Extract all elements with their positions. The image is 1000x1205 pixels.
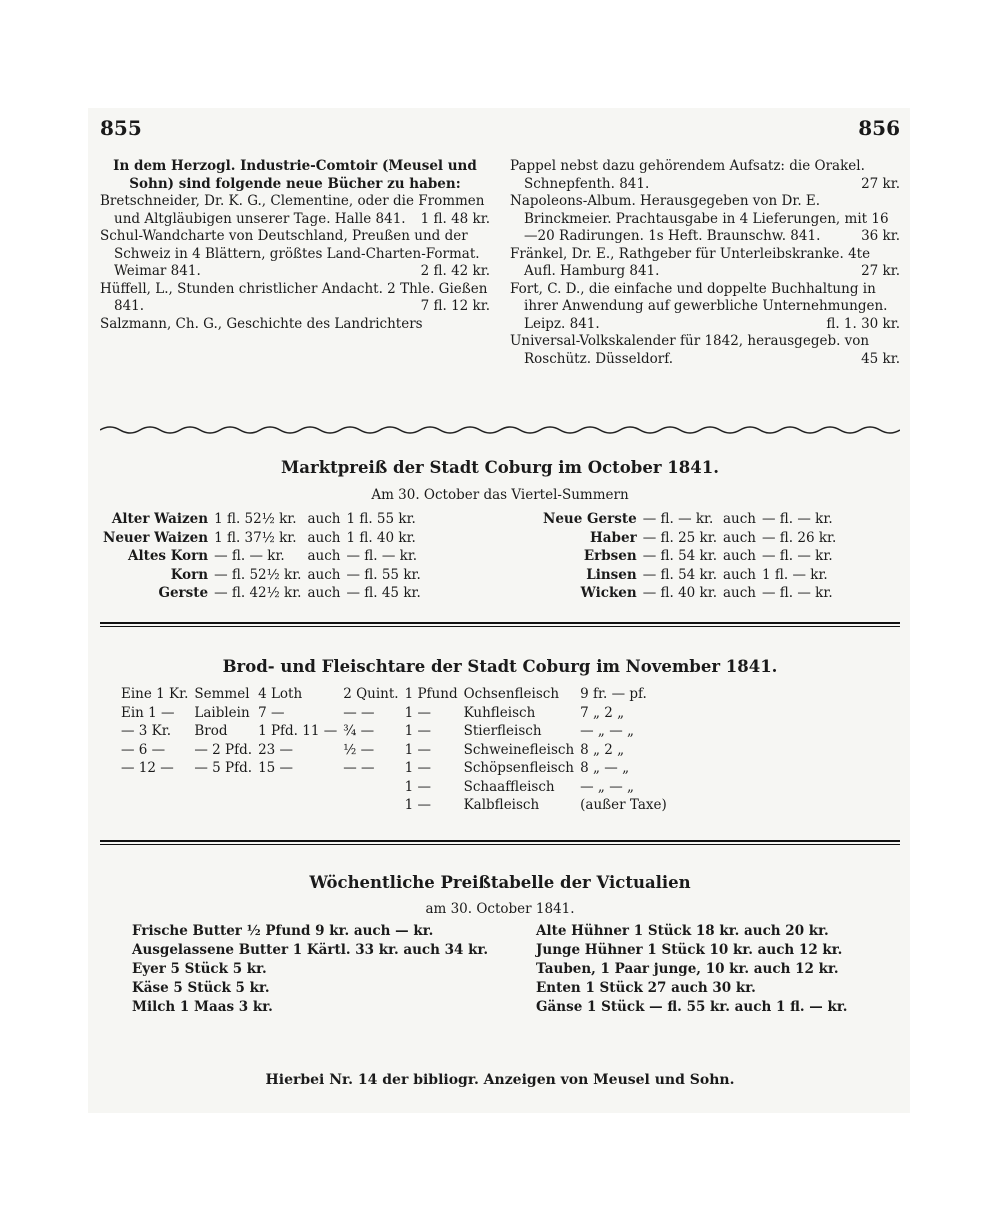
table-cell: — fl. 25 kr. <box>642 529 717 546</box>
table-cell: — fl. 26 kr. <box>762 529 837 546</box>
table-row <box>118 796 670 815</box>
table-cell: Schöpsenfleisch <box>463 760 574 776</box>
table-cell: auch <box>723 585 756 601</box>
table-cell: 15 — <box>258 760 294 776</box>
table-cell: auch <box>723 511 756 527</box>
table-row <box>540 510 839 529</box>
table-row <box>100 566 424 585</box>
table-row <box>100 584 424 603</box>
page-number-right: 856 <box>858 116 900 140</box>
table-cell: Neue Gerste <box>543 511 637 527</box>
table-cell: 1 fl. 40 kr. <box>346 529 416 546</box>
market-table-right <box>540 510 839 603</box>
table-cell: (außer Taxe) <box>580 797 667 813</box>
table-cell: Laiblein <box>194 704 250 721</box>
weekly-right-list <box>536 922 847 1017</box>
table-cell: Schweinefleisch <box>463 741 575 758</box>
table-cell <box>340 778 401 797</box>
table-cell: — fl. — kr. <box>642 511 714 527</box>
book-entry: Fort, C. D., die einfache und doppelte Buchhaltung in ihrer Anwendung auf gewerbliche Unternehmungen. Leipz. 841. fl. 1. 30 kr. <box>510 280 900 332</box>
table-cell: 9 fr. — pf. <box>580 686 647 702</box>
right-column <box>510 158 900 368</box>
table-cell: Alter Waizen <box>111 511 209 527</box>
table-cell: 7 „ 2 „ <box>580 704 625 721</box>
table-row <box>118 778 670 797</box>
list-item: Junge Hühner 1 Stück 10 kr. auch 12 kr. <box>536 942 843 958</box>
table-cell: 1 — <box>404 723 431 739</box>
table-row <box>118 741 670 760</box>
book-entry: Hüffell, L., Stunden christlicher Andacht. 2 Thle. Gießen 841. 7 fl. 12 kr. <box>100 280 490 314</box>
table-cell: — fl. — kr. <box>762 585 833 601</box>
table-cell: 1 Pfund <box>404 686 458 702</box>
table-row <box>100 510 424 529</box>
table-cell: Ochsenfleisch <box>463 686 560 702</box>
table-row <box>540 529 839 548</box>
list-item: Milch 1 Maas 3 kr. <box>132 999 273 1015</box>
market-subtitle: Am 30. October das Viertel-Summern <box>371 487 629 503</box>
table-cell: 1 Pfd. 11 — <box>258 723 338 739</box>
list-item: Tauben, 1 Paar junge, 10 kr. auch 12 kr. <box>536 961 839 977</box>
table-cell: — — <box>343 704 375 721</box>
book-entry: Fränkel, Dr. E., Rathgeber für Unterleibskranke. 4te Aufl. Hamburg 841. 27 kr. <box>510 245 900 279</box>
table-cell: Wicken <box>580 585 637 601</box>
table-cell: 1 fl. 52½ kr. <box>214 511 297 527</box>
table-cell: auch <box>307 511 341 527</box>
table-cell <box>118 796 191 815</box>
table-row <box>118 704 670 723</box>
list-item: Enten 1 Stück 27 auch 30 kr. <box>536 980 756 996</box>
table-row <box>540 566 839 585</box>
table-cell: Ein 1 — <box>121 704 175 721</box>
double-rule <box>100 840 900 845</box>
table-cell: Stierfleisch <box>463 723 542 739</box>
table-cell: ½ — <box>343 741 375 758</box>
table-cell: 8 „ 2 „ <box>580 741 625 758</box>
table-cell: auch <box>307 548 341 564</box>
bread-meat-table <box>118 685 670 815</box>
book-entry: Universal-Volkskalender für 1842, herausgegeb. von Roschütz. Düsseldorf. 45 kr. <box>510 333 900 367</box>
table-cell: — fl. 54 kr. <box>642 566 717 583</box>
double-rule <box>100 622 900 627</box>
table-cell: 1 — <box>404 741 431 758</box>
table-cell: auch <box>307 566 341 583</box>
table-cell: Schaaffleisch <box>463 778 555 795</box>
table-cell: — „ — „ <box>580 723 635 739</box>
table-cell: — fl. — kr. <box>762 511 833 527</box>
table-cell: — „ — „ <box>580 778 635 795</box>
list-item: Frische Butter ½ Pfund 9 kr. auch — kr. <box>132 923 434 939</box>
table-cell: auch <box>307 529 341 546</box>
table-cell: 8 „ — „ <box>580 760 630 776</box>
table-cell: — fl. — kr. <box>214 548 285 564</box>
table-cell: auch <box>723 529 756 546</box>
table-cell <box>191 796 255 815</box>
bookshop-intro: In dem Herzogl. Industrie-Comtoir (Meusel und Sohn) sind folgende neue Bücher zu haben: <box>113 158 477 192</box>
table-row <box>540 547 839 566</box>
page-number-left: 855 <box>100 116 142 140</box>
table-cell: ¾ — <box>343 723 375 739</box>
table-row <box>540 584 839 603</box>
list-item: Eyer 5 Stück 5 kr. <box>132 961 267 977</box>
list-item: Alte Hühner 1 Stück 18 kr. auch 20 kr. <box>536 923 829 939</box>
table-cell: Neuer Waizen <box>103 529 209 546</box>
book-entry: Bretschneider, Dr. K. G., Clementine, oder die Frommen und Altgläubigen unserer Tage. Halle 841. 1 fl. 48 kr. <box>100 193 490 227</box>
table-cell: — fl. — kr. <box>762 548 833 564</box>
table-cell: — fl. 42½ kr. <box>214 585 302 601</box>
left-column <box>100 158 490 333</box>
list-item: Ausgelassene Butter 1 Kärtl. 33 kr. auch 34 kr. <box>132 942 489 958</box>
table-cell: — fl. 40 kr. <box>642 585 717 601</box>
list-item: Käse 5 Stück 5 kr. <box>132 980 270 996</box>
table-cell <box>255 796 340 815</box>
table-cell: Haber <box>590 529 637 546</box>
table-cell: 1 fl. — kr. <box>762 566 828 583</box>
table-cell: — fl. 45 kr. <box>346 585 421 601</box>
table-row <box>100 547 424 566</box>
table-cell <box>340 796 401 815</box>
table-cell: — 3 Kr. <box>121 723 172 739</box>
table-cell <box>191 778 255 797</box>
book-entry: Pappel nebst dazu gehörendem Aufsatz: die Orakel. Schnepfenth. 841. 27 kr. <box>510 158 900 192</box>
wavy-divider <box>100 424 900 436</box>
table-cell: Altes Korn <box>127 548 209 564</box>
weekly-subtitle: am 30. October 1841. <box>425 901 575 917</box>
table-cell: Erbsen <box>583 548 637 564</box>
table-cell: Linsen <box>586 566 637 583</box>
list-item: Gänse 1 Stück — fl. 55 kr. auch 1 fl. — kr. <box>536 999 848 1015</box>
table-cell: Semmel <box>194 686 250 702</box>
table-row <box>100 529 424 548</box>
table-row <box>118 685 670 704</box>
bread-title: Brod- und Fleischtare der Stadt Coburg im November 1841. <box>222 657 778 676</box>
table-row <box>118 722 670 741</box>
table-cell: — fl. 54 kr. <box>642 548 717 564</box>
table-cell <box>255 778 340 797</box>
table-cell: 1 — <box>404 778 431 795</box>
table-cell: Gerste <box>158 585 209 601</box>
table-cell: — fl. — kr. <box>346 548 418 564</box>
book-entry: Napoleons-Album. Herausgegeben von Dr. E. Brinckmeier. Prachtausgabe in 4 Lieferungen, mit 16—20 Radirungen. 1s Heft. Braunschw. 841. 36 kr. <box>510 193 900 244</box>
table-cell: — fl. 55 kr. <box>346 566 421 583</box>
table-cell: 1 — <box>404 797 431 813</box>
table-cell: — — <box>343 760 375 776</box>
table-cell: 4 Loth <box>258 686 303 702</box>
table-cell: 2 Quint. <box>343 686 399 702</box>
table-cell: — 6 — <box>121 741 166 758</box>
table-cell: Brod <box>194 723 228 739</box>
market-title: Marktpreiß der Stadt Coburg im October 1841. <box>281 458 719 477</box>
table-cell: auch <box>723 548 756 564</box>
table-cell: — 12 — <box>121 760 174 776</box>
book-entry: Schul-Wandcharte von Deutschland, Preußen und der Schweiz in 4 Blättern, größtes Land-Charten-Format. Weimar 841. 2 fl. 42 kr. <box>100 228 490 279</box>
table-cell: 1 — <box>404 760 431 776</box>
table-cell: — 5 Pfd. <box>194 760 253 776</box>
table-cell: Kalbfleisch <box>463 797 540 813</box>
table-cell <box>118 778 191 797</box>
table-cell: — 2 Pfd. <box>194 741 253 758</box>
table-cell: 7 — <box>258 704 285 721</box>
table-cell: — fl. 52½ kr. <box>214 566 302 583</box>
footer-note: Hierbei Nr. 14 der bibliogr. Anzeigen von Meusel und Sohn. <box>265 1072 735 1088</box>
table-cell: Eine 1 Kr. <box>121 686 189 702</box>
table-cell: 1 fl. 37½ kr. <box>214 529 297 546</box>
table-cell: auch <box>723 566 756 583</box>
weekly-left-list <box>132 922 488 1017</box>
table-cell: Korn <box>170 566 209 583</box>
table-cell: auch <box>307 585 341 601</box>
table-cell: 1 fl. 55 kr. <box>346 511 416 527</box>
table-cell: 23 — <box>258 741 294 758</box>
market-table-left <box>100 510 424 603</box>
table-row <box>118 759 670 778</box>
book-entry: Salzmann, Ch. G., Geschichte des Landrichters <box>100 315 423 332</box>
weekly-title: Wöchentliche Preißtabelle der Victualien <box>309 873 691 892</box>
table-cell: Kuhfleisch <box>463 704 536 721</box>
table-cell: 1 — <box>404 704 431 721</box>
